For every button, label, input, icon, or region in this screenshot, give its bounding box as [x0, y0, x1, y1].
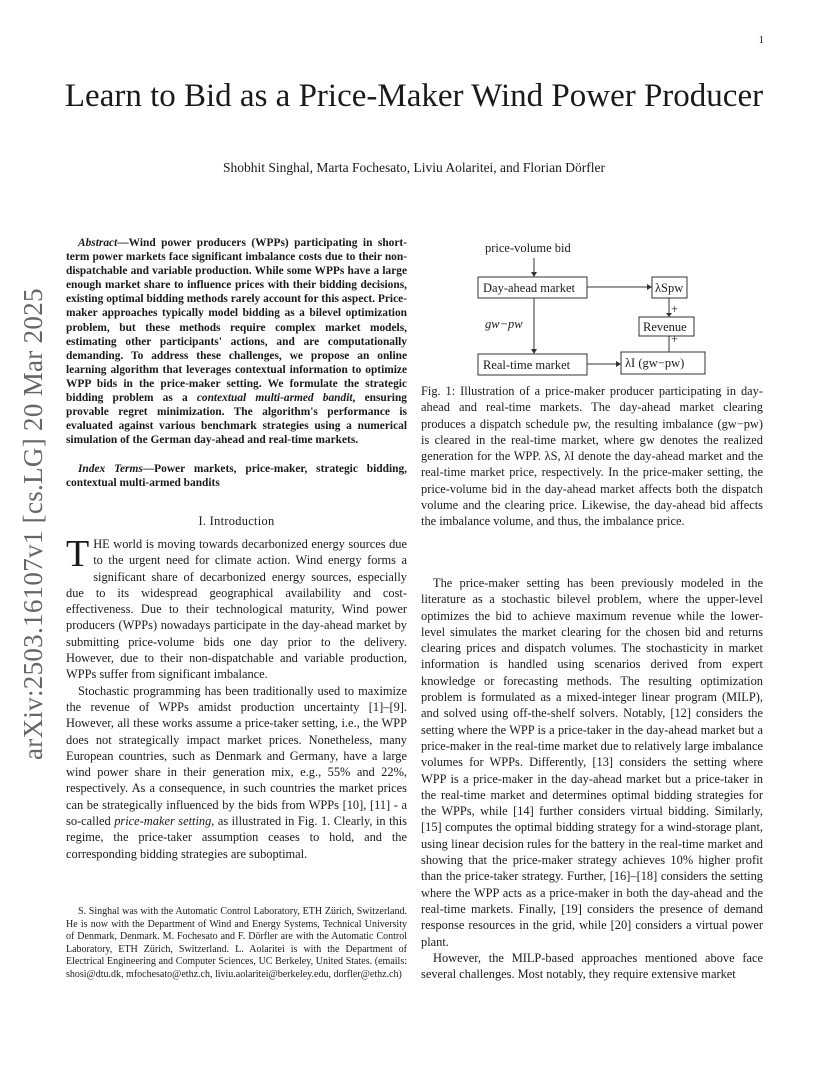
section-heading: I. Introduction [198, 514, 275, 528]
fig-label-lambda-s: λSpw [655, 281, 684, 295]
right-paragraph-2: However, the MILP-based approaches mentioned above face several challenges. Most notably, they require extensive market [421, 950, 763, 982]
figure-diagram [421, 232, 763, 382]
fig-arrowhead-lambda [647, 284, 652, 290]
author-footnote: S. Singhal was with the Automatic Control Laboratory, ETH Zürich, Switzerland. He is now with the Department of Wind and Energy Systems, Technical University of Denmark, Denmark. M. Fochesato and F. Dörfler are with the Automatic Control Laboratory, ETH Zürich, Switzerland. L. Aolaritei is with the Department of Electrical Engineering and Computer Sciences, UC Berkeley, United States. (emails: shosi@dtu.dk, mfochesato@ethz.ch, liviu.aolaritei@berkeley.edu, dorfler@ethz.ch) [66, 906, 407, 980]
fig-label-revenue: Revenue [643, 320, 687, 334]
intro-emph: price-maker setting [114, 814, 212, 829]
intro-paragraph-2: Stochastic programming has been traditionally used to maximize the revenue of WPPs amidst production uncertainty [1]–[9]. However, all these works assume a price-taker setting, i.e., the WPP does not strategically impact market prices. Nonetheless, many European countries, such as Denmark and Germany, have a large wind power share in their generation mix, e.g., 55% and 22%, respectively. As a consequence, in such countries the market prices can be strategically influenced by the bids from WPPs [10], [11] - a so-called price-maker setting, as illustrated in Fig. 1. Clearly, in this regime, the price-taker assumption ceases to hold, and the corresponding bidding strategies are suboptimal. [66, 683, 407, 861]
right-paragraph-1: The price-maker setting has been previously modeled in the literature as a stochastic bilevel problem, where the upper-level optimizes the bid to achieve maximum revenue while the lower-level simulates the market clearing for the chosen bid and returns clearing prices and dispatch volumes. The stochasticity in market information is handled using scenarios derived from expert knowledge or forecasting methods. The resulting optimization problem is formulated as a mixed-integer linear program (MILP), and solved using off-the-shelf solvers. Notably, [12] considers the setting where the WPP is a price-taker in the day-ahead market but a price-maker in the real-time market due to relatively large imbalance volumes for WPPs. Differently, [13] considers the setting where WPP is a price-maker in the day-ahead market but a price-taker in the real-time market and determines optimal bidding strategies for the WPPs, while [14] further considers virtual bidding. Similarly, [15] computes the optimal bidding strategy for a wind-storage plant, using linear decision rules for the battery in the real-time market and showing that the price-maker strategy achieves 10% higher profit than the price-taker strategy. Further, [16]–[18] considers the setting where the WPP acts as a price-maker in both the day-ahead and the real-time markets. Finally, [19] considers the presence of demand response resources in the grid, while [20] considers a virtual power plant. [421, 576, 763, 949]
fig-label-lambda-i: λI (gw−pw) [625, 356, 685, 370]
abstract-emph: contextual multi-armed bandit [196, 392, 353, 405]
paper-authors: Shobhit Singhal, Marta Fochesato, Liviu Aolaritei, and Florian Dörfler [222, 160, 606, 175]
fig-label-realtime: Real-time market [483, 358, 571, 372]
index-terms-text: —Power markets, price-maker, strategic bidding, contextual multi-armed bandits [66, 463, 407, 490]
introduction-body [66, 533, 407, 862]
arxiv-watermark: arXiv:2503.16107v1 [cs.LG] 20 Mar 2025 [18, 288, 48, 760]
fig-plus-2: + [671, 332, 679, 346]
paper-title: Learn to Bid as a Price-Maker Wind Power Producer [64, 78, 764, 114]
abstract [66, 236, 407, 447]
fig-top-label: price-volume bid [485, 241, 571, 255]
page-number: 1 [758, 34, 764, 46]
right-column-body [421, 575, 763, 982]
fig-plus-1: + [671, 302, 679, 316]
fig-arrowhead-bid [531, 272, 537, 277]
index-terms [66, 462, 407, 490]
fig-edge-label: gw−pw [485, 317, 523, 331]
dropcap: T [66, 533, 90, 575]
intro-paragraph-1: THE world is moving towards decarbonized energy sources due to the urgent need for climate action. Wind energy forms a significant share of decarbonized energy sources, especially due to its widespread geographical availability and cost-effectiveness. Due to their technological maturity, Wind power producers (WPPs) nowadays participate in the day-ahead market by submitting price-volume bids one day prior to the delivery. However, due to their non-dispatchable and variable production, WPPs suffer from significant imbalance. [66, 533, 407, 682]
abstract-text: —Wind power producers (WPPs) participating in short-term power markets face significant imbalance costs due to their non-dispatchable and variable production. While some WPPs have a large enough market share to influence prices with their bidding decisions, existing optimal bidding methods rarely account for this aspect. Price-maker approaches typically model bidding as a bilevel optimization problem, but these methods require complex market models, estimating other participants' actions, and are computationally demanding. To address these challenges, we propose an online learning algorithm that leverages contextual information to optimize WPP bids in the price-maker setting. We formulate the strategic bidding problem as a [66, 237, 407, 405]
fig-arrowhead-rt [531, 349, 537, 354]
abstract-text-2: , ensuring provable regret minimization. The algorithm's performance is evaluated against various benchmark strategies using a numerical simulation of the German day-ahead and real-time markets. [66, 392, 407, 447]
fig-arrowhead-lambda-i [616, 361, 621, 367]
figure-caption: Fig. 1: Illustration of a price-maker producer participating in day-ahead and real-time markets. The day-ahead market clearing produces a dispatch schedule pw, the resulting imbalance (gw−pw) is cleared in the real-time market, where gw denotes the realized generation for the WPP. λS, λI denote the day-ahead market and the real-time market price, respectively. In the price-maker setting, the price-volume bid in the day-ahead market affects both the dispatch volume and the clearing price. Likewise, the day-ahead bid affects the imbalance volume, and thus, the imbalance price. [421, 384, 763, 529]
index-terms-label: Index Terms [78, 463, 143, 475]
fig-label-dayahead: Day-ahead market [483, 281, 575, 295]
abstract-label: Abstract [78, 237, 118, 249]
